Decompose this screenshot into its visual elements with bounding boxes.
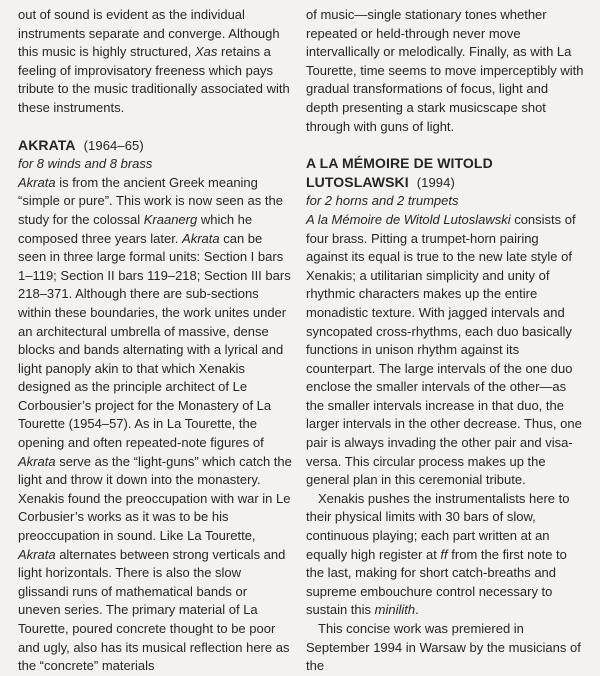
right-column [306, 6, 584, 676]
akrata-em-5: Akrata [18, 546, 56, 562]
akrata-text-d: serve as the “light-guns” which catch the light and throw it down into the monastery. Xenakis found the preoccupation with war in Le Corbusier’s works as it was to be his preoccupation in sound. Like La Tourette, [18, 453, 292, 544]
akrata-years: (1964–65) [83, 137, 144, 153]
akrata-text-a: is from the ancient Greek meaning “simple or pure”. This work is now seen as the study for the colossal [18, 174, 283, 227]
memoire-text-2a: Xenakis pushes the instrumentalists here to their physical limits with 30 bars of slow, continuous playing; each part written at an equally high register at [306, 490, 570, 562]
akrata-em-4: Akrata [18, 453, 56, 469]
intro-work-title: Xas [195, 44, 218, 60]
kraanerg-title: Kraanerg [143, 211, 198, 227]
memoire-work-title: A la Mémoire de Witold Lutoslawski [306, 211, 511, 227]
akrata-paragraph [18, 174, 292, 676]
akrata-instrumentation: for 8 winds and 8 brass [18, 156, 153, 172]
memoire-paragraph-3: This concise work was premiered in September 1994 in Warsaw by the musicians of the [306, 621, 581, 674]
akrata-text-e: alternates between strong verticals and light horizontals. There is also the slow glissandi runs of mathematical bands or uneven series. The primary material of La Tourette, poured concrete thought to be poor and ugly, also has its musical reflection here as the “concrete” materials [18, 546, 290, 674]
dynamic-marking: ff [440, 546, 448, 562]
akrata-em-1: Akrata [18, 174, 56, 190]
intro-paragraph [18, 6, 292, 118]
akrata-em-3: Akrata [182, 230, 220, 246]
akrata-text-b: which he composed three years later. [18, 211, 253, 246]
akrata-title: AKRATA [18, 136, 76, 153]
akrata-text-c: can be seen in three large formal units: Section I bars 1–119; Section II bars 119–218; Section III bars 218–371. Although there are sub-sections within these boundaries, the work unites under an architectural umbrella of massive, dense blocks and bands alternating with a lyrical and light panoply akin to that which Xenakis designed as the principle architect of Le Corbousier’s project for the Monastery of La Tourette (1954–57). As in La Tourette, the opening and often repeated-note figures of [18, 230, 291, 451]
left-column [18, 6, 292, 676]
intro-text-end: retains a feeling of improvisatory freeness which pays tribute to the music traditionally associated with these instruments. [18, 44, 290, 115]
memoire-text-1: consists of four brass. Pitting a trumpet-horn pairing against its equal is true to the new late style of Xenakis; a utilitarian simplicity and unity of rhythmic characters makes up the entire monadistic texture. With jagged intervals and syncopated cross-rhythms, each duo basically functions in unison rhythm against its counterpart. The large intervals of the one duo enclose the smaller intervals of the other—as the smaller intervals increase in that duo, the larger intervals in the other decrease. Thus, one pair is always invading the other pair and visa-versa. This circular process makes up the general plan in this ceremonial tribute. [306, 211, 582, 488]
continuation-paragraph: of music—single stationary tones whether repeated or held-through never move intervallically or melodically. Finally, as with La Tourette, time seems to move imperceptibly with gradual transformations of focus, light and depth presenting a stark musicscape shot through with guns of light. [306, 7, 584, 134]
memoire-title: A LA MÉMOIRE DE WITOLD LUTOSLAWSKI [306, 155, 493, 190]
minilith-term: minilith [374, 602, 416, 618]
memoire-paragraph-2 [306, 490, 584, 620]
memoire-paragraph-1 [306, 211, 584, 490]
memoire-text-2c: . [415, 602, 419, 618]
memoire-heading [306, 154, 584, 192]
memoire-years: (1994) [416, 174, 455, 190]
intro-text: out of sound is evident as the individual instruments separate and converge. Although this music is highly structured, [18, 7, 280, 60]
memoire-instrumentation: for 2 horns and 2 trumpets [306, 193, 459, 209]
memoire-text-2b: from the first note to the last, making for short catch-breaths and supreme embouchure control necessary to sustain this [306, 546, 567, 618]
akrata-heading [18, 136, 292, 156]
